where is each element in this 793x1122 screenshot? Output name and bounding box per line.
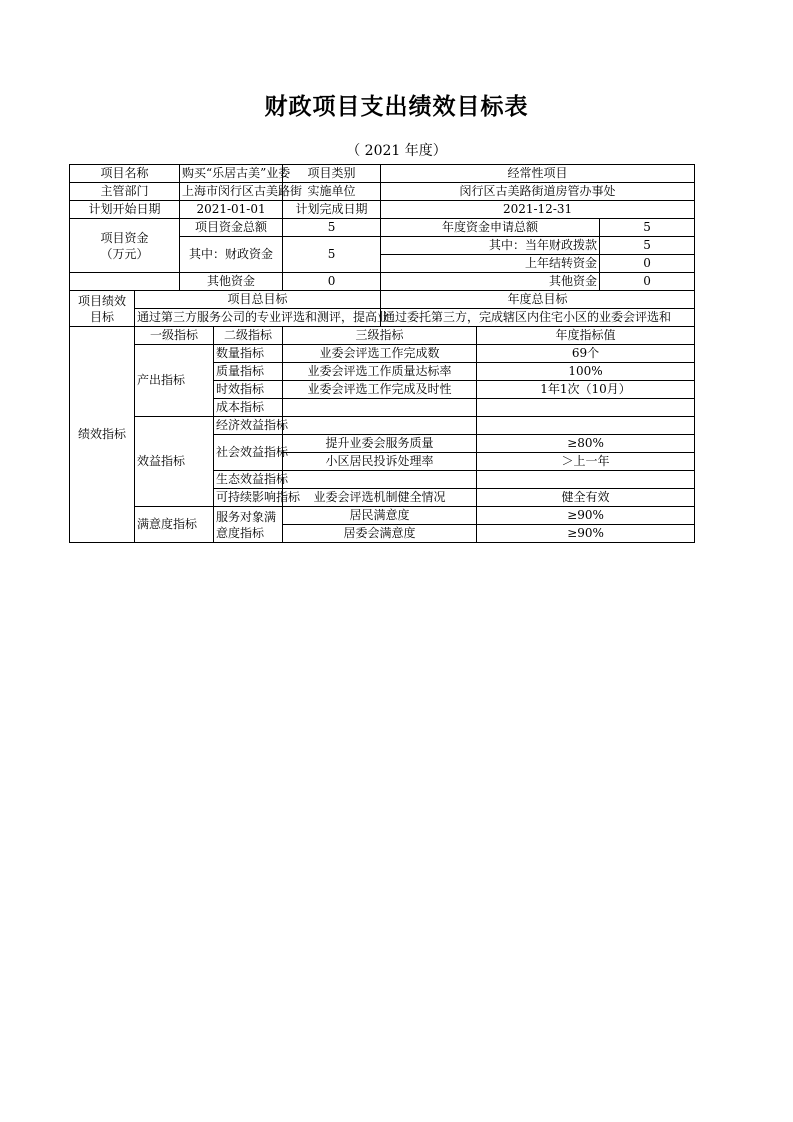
sat-value-2: ≥90% [477,525,695,543]
social-indicator: 社会效益指标 [214,435,283,471]
project-name-label: 项目名称 [70,165,180,183]
quality-item: 业委会评选工作质量达标率 [283,363,477,381]
sat-item-1: 居民满意度 [283,507,477,525]
end-date-value: 2021-12-31 [381,201,695,219]
fiscal-funds-value: 5 [283,237,381,273]
start-date-label: 计划开始日期 [70,201,180,219]
fiscal-funds-label: 其中：财政资金 [180,237,283,273]
benefit-indicator-label: 效益指标 [135,417,214,507]
start-date-value: 2021-01-01 [180,201,283,219]
current-year-funds-value: 5 [600,237,695,255]
quantity-item: 业委会评选工作完成数 [283,345,477,363]
dept-value: 上海市闵行区古美路街 [180,183,283,201]
impl-unit-value: 闵行区古美路街道房管办事处 [381,183,695,201]
quality-indicator: 质量指标 [214,363,283,381]
goals-label: 项目绩效 目标 [70,291,135,327]
output-indicator-label: 产出指标 [135,345,214,417]
annual-goal-text: 通过委托第三方，完成辖区内住宅小区的业委会评选和 [381,309,695,327]
header-level-3: 三级指标 [283,327,477,345]
social-item-2: 小区居民投诉处理率 [283,453,477,471]
project-type-label: 项目类别 [283,165,381,183]
project-type-value: 经常性项目 [381,165,695,183]
annual-goal-label: 年度总目标 [381,291,695,309]
sustain-value: 健全有效 [477,489,695,507]
header-annual-value: 年度指标值 [477,327,695,345]
timeliness-indicator: 时效指标 [214,381,283,399]
end-date-label: 计划完成日期 [283,201,381,219]
cost-indicator: 成本指标 [214,399,283,417]
eco-indicator: 生态效益指标 [214,471,283,489]
current-year-funds-label: 其中：当年财政拨款 [381,237,600,255]
sustain-item: 业委会评选机制健全情况 [283,489,477,507]
funds-label: 项目资金 （万元） [70,219,180,273]
timeliness-item: 业委会评选工作完成及时性 [283,381,477,399]
indicators-section-label: 绩效指标 [70,327,135,543]
timeliness-value: 1年1次（10月） [477,381,695,399]
other-funds-label: 其他资金 [180,273,283,291]
page-title: 财政项目支出绩效目标表 [264,94,529,120]
social-item-1: 提升业委会服务质量 [283,435,477,453]
satisfaction-indicator-label: 满意度指标 [135,507,214,543]
quantity-indicator: 数量指标 [214,345,283,363]
quantity-value: 69个 [477,345,695,363]
total-goal-text: 通过第三方服务公司的专业评选和测评，提高业 [135,309,381,327]
carryover-funds-label: 上年结转资金 [381,255,600,273]
sustain-indicator: 可持续影响指标 [214,489,283,507]
other-funds-value-2: 0 [600,273,695,291]
economic-indicator: 经济效益指标 [214,417,283,435]
social-value-1: ≥80% [477,435,695,453]
header-level-2: 二级指标 [214,327,283,345]
funds-total-label: 项目资金总额 [180,219,283,237]
other-funds-label-2: 其他资金 [381,273,600,291]
sat-value-1: ≥90% [477,507,695,525]
performance-target-table [69,164,695,543]
other-funds-value: 0 [283,273,381,291]
carryover-funds-value: 0 [600,255,695,273]
impl-unit-label: 实施单位 [283,183,381,201]
project-name-value: 购买“乐居古美”业委 [180,165,283,183]
funds-total-value: 5 [283,219,381,237]
quality-value: 100% [477,363,695,381]
annual-funds-value: 5 [600,219,695,237]
social-value-2: ＞上一年 [477,453,695,471]
sat-item-2: 居委会满意度 [283,525,477,543]
header-level-1: 一级指标 [135,327,214,345]
total-goal-label: 项目总目标 [135,291,381,309]
fiscal-year: （ 2021 年度） [346,143,447,159]
annual-funds-label: 年度资金申请总额 [381,219,600,237]
service-satisfaction-indicator: 服务对象满意度指标 [214,507,283,543]
dept-label: 主管部门 [70,183,180,201]
